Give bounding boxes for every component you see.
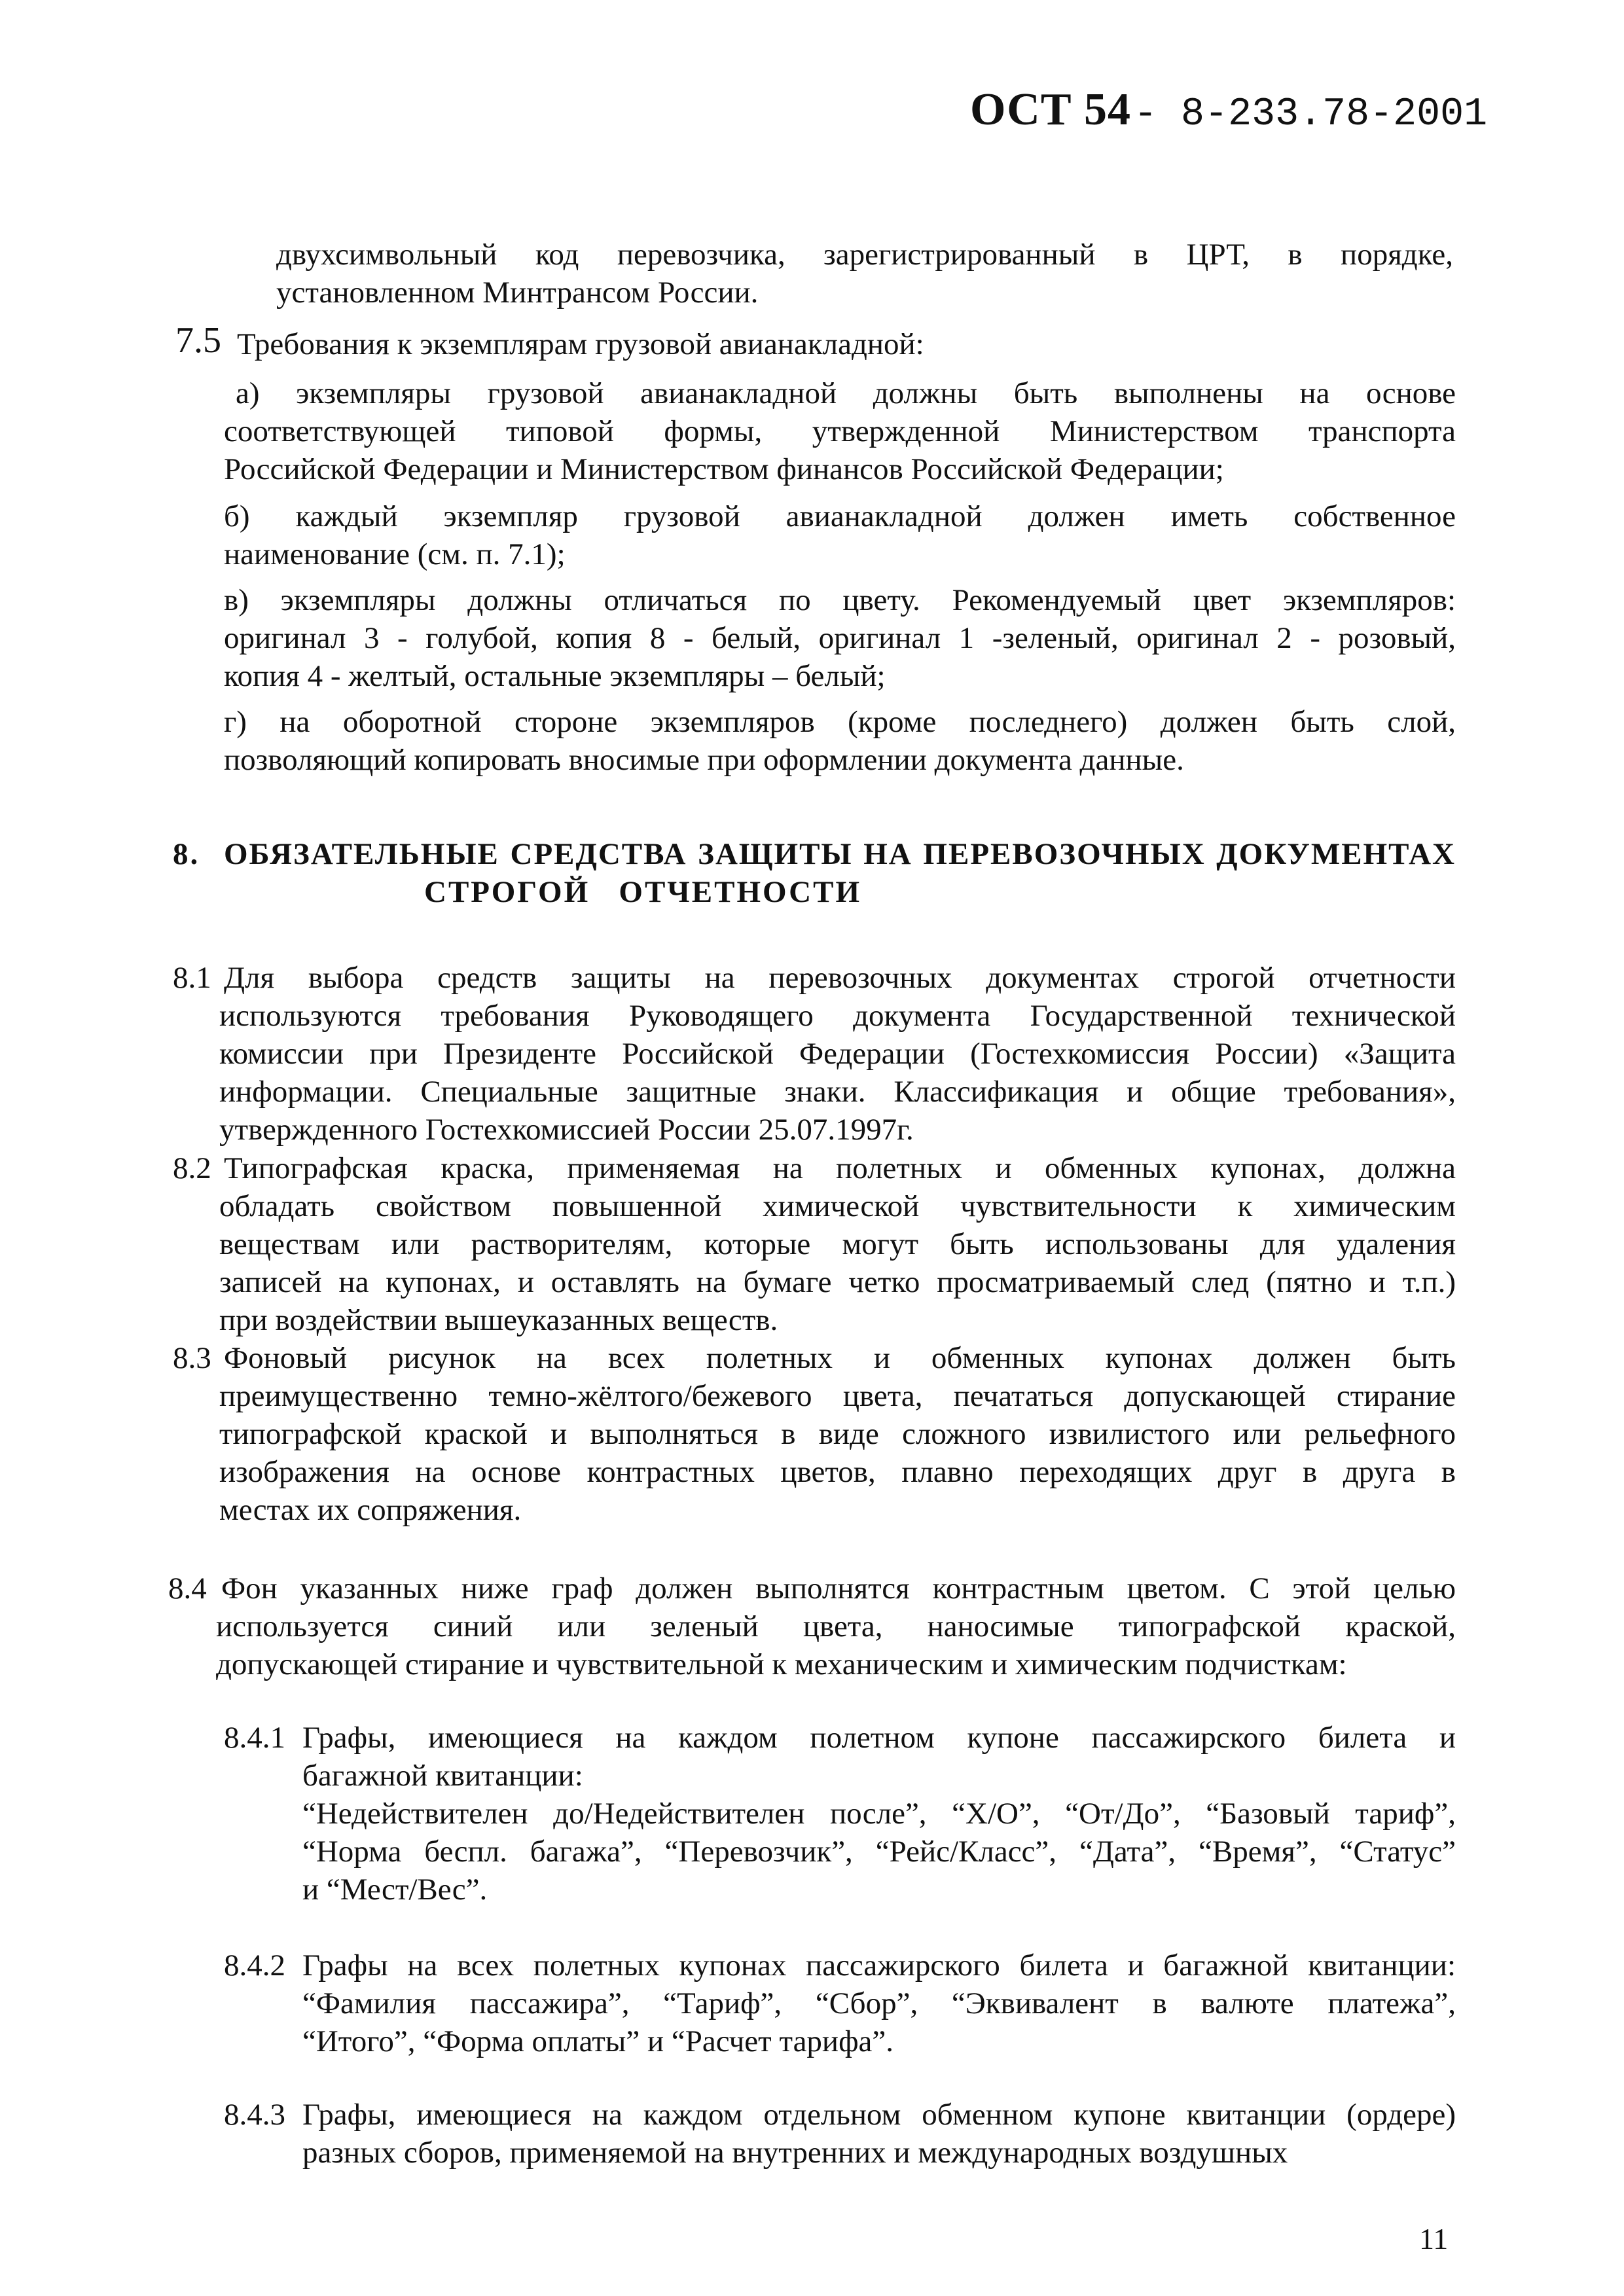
- subclause-number: 8.4.1: [224, 1721, 285, 1755]
- subclause-line: Графы на всех полетных купонах пассажирского билета и багажной квитанции:: [302, 1948, 1456, 1982]
- clause-number: 8.4: [168, 1571, 207, 1605]
- subclause-line: багажной квитанции:: [302, 1759, 583, 1793]
- clause-line: записей на купонах, и оставлять на бумаге четко просматриваемый след (пятно и т.п.): [219, 1265, 1456, 1299]
- subclause-line: “Итого”, “Форма оплаты” и “Расчет тарифа”.: [302, 2024, 894, 2058]
- section-8-number: 8.: [173, 837, 200, 871]
- section-title: Требования к экземплярам грузовой авианакладной:: [237, 327, 924, 361]
- list-item-a: а) экземпляры грузовой авианакладной должны быть выполнены на основе: [236, 376, 1456, 410]
- clause-line: веществам или растворителям, которые могут быть использованы для удаления: [219, 1227, 1456, 1261]
- list-item-v: копия 4 - желтый, остальные экземпляры – белый;: [224, 659, 886, 693]
- clause-number: 8.3: [173, 1341, 211, 1375]
- standard-number: - 8-233.78-2001: [1134, 92, 1488, 137]
- subclause-line: Графы, имеющиеся на каждом отдельном обменном купоне квитанции (ордере): [302, 2098, 1456, 2132]
- list-item-a: Российской Федерации и Министерством финансов Российской Федерации;: [224, 452, 1224, 486]
- section-number: 7.5: [175, 320, 221, 361]
- subclause-line: “Недействителен до/Недействителен после”, “Х/О”, “От/До”, “Базовый тариф”,: [302, 1797, 1456, 1831]
- subclause-line: и “Мест/Вес”.: [302, 1873, 488, 1907]
- clause-line: при воздействии вышеуказанных веществ.: [219, 1303, 778, 1337]
- intro-line: установленном Минтрансом России.: [276, 276, 759, 310]
- list-item-a: соответствующей типовой формы, утвержденной Министерством транспорта: [224, 414, 1456, 448]
- list-item-v: оригинал 3 - голубой, копия 8 - белый, оригинал 1 -зеленый, оригинал 2 - розовый,: [224, 621, 1456, 655]
- section-8-title: ОБЯЗАТЕЛЬНЫЕ СРЕДСТВА ЗАЩИТЫ НА ПЕРЕВОЗОЧНЫХ ДОКУМЕНТАХ: [224, 837, 1456, 871]
- subclause-number: 8.4.2: [224, 1948, 285, 1982]
- clause-line: Фон указанных ниже граф должен выполнятся контрастным цветом. С этой целью: [221, 1571, 1456, 1605]
- clause-line: используются требования Руководящего документа Государственной технической: [219, 999, 1456, 1033]
- section-8-title: СТРОГОЙ ОТЧЕТНОСТИ: [424, 875, 862, 909]
- standard-code: [970, 84, 1487, 137]
- clause-line: местах их сопряжения.: [219, 1493, 522, 1527]
- clause-line: типографской краской и выполняться в виде сложного извилистого или рельефного: [219, 1417, 1456, 1451]
- clause-line: используется синий или зеленый цвета, наносимые типографской краской,: [216, 1609, 1456, 1643]
- clause-line: утвержденного Гостехкомиссией России 25.07.1997г.: [219, 1113, 914, 1147]
- clause-line: допускающей стирание и чувствительной к механическим и химическим подчисткам:: [216, 1647, 1347, 1681]
- clause-line: информации. Специальные защитные знаки. Классификация и общие требования»,: [219, 1075, 1456, 1109]
- subclause-line: разных сборов, применяемой на внутренних и международных воздушных: [302, 2136, 1288, 2170]
- clause-line: обладать свойством повышенной химической чувствительности к химическим: [219, 1189, 1456, 1223]
- list-item-g: г) на оборотной стороне экземпляров (кроме последнего) должен быть слой,: [224, 705, 1456, 739]
- subclause-number: 8.4.3: [224, 2098, 285, 2132]
- list-item-v: в) экземпляры должны отличаться по цвету. Рекомендуемый цвет экземпляров:: [224, 583, 1456, 617]
- clause-line: Типографская краска, применяемая на полетных и обменных купонах, должна: [224, 1151, 1456, 1185]
- list-item-b: б) каждый экземпляр грузовой авианакладной должен иметь собственное: [224, 499, 1456, 533]
- subclause-line: Графы, имеющиеся на каждом полетном купоне пассажирского билета и: [302, 1721, 1456, 1755]
- subclause-line: “Фамилия пассажира”, “Тариф”, “Сбор”, “Эквивалент в валюте платежа”,: [302, 1986, 1456, 2020]
- list-item-b: наименование (см. п. 7.1);: [224, 537, 566, 571]
- clause-number: 8.2: [173, 1151, 211, 1185]
- clause-line: Фоновый рисунок на всех полетных и обменных купонах должен быть: [224, 1341, 1456, 1375]
- clause-line: Для выбора средств защиты на перевозочных документах строгой отчетности: [224, 961, 1456, 995]
- subclause-line: “Норма беспл. багажа”, “Перевозчик”, “Рейс/Класс”, “Дата”, “Время”, “Статус”: [302, 1835, 1456, 1869]
- page-number: 11: [1419, 2222, 1449, 2255]
- clause-line: изображения на основе контрастных цветов, плавно переходящих друг в друга в: [219, 1455, 1456, 1489]
- intro-line: двухсимвольный код перевозчика, зарегистрированный в ЦРТ, в порядке,: [276, 238, 1453, 272]
- clause-line: комиссии при Президенте Российской Федерации (Гостехкомиссия России) «Защита: [219, 1037, 1456, 1071]
- list-item-g: позволяющий копировать вносимые при оформлении документа данные.: [224, 743, 1184, 777]
- clause-number: 8.1: [173, 961, 211, 995]
- standard-prefix: ОСТ 54: [970, 84, 1132, 135]
- clause-line: преимущественно темно-жёлтого/бежевого цвета, печататься допускающей стирание: [219, 1379, 1456, 1413]
